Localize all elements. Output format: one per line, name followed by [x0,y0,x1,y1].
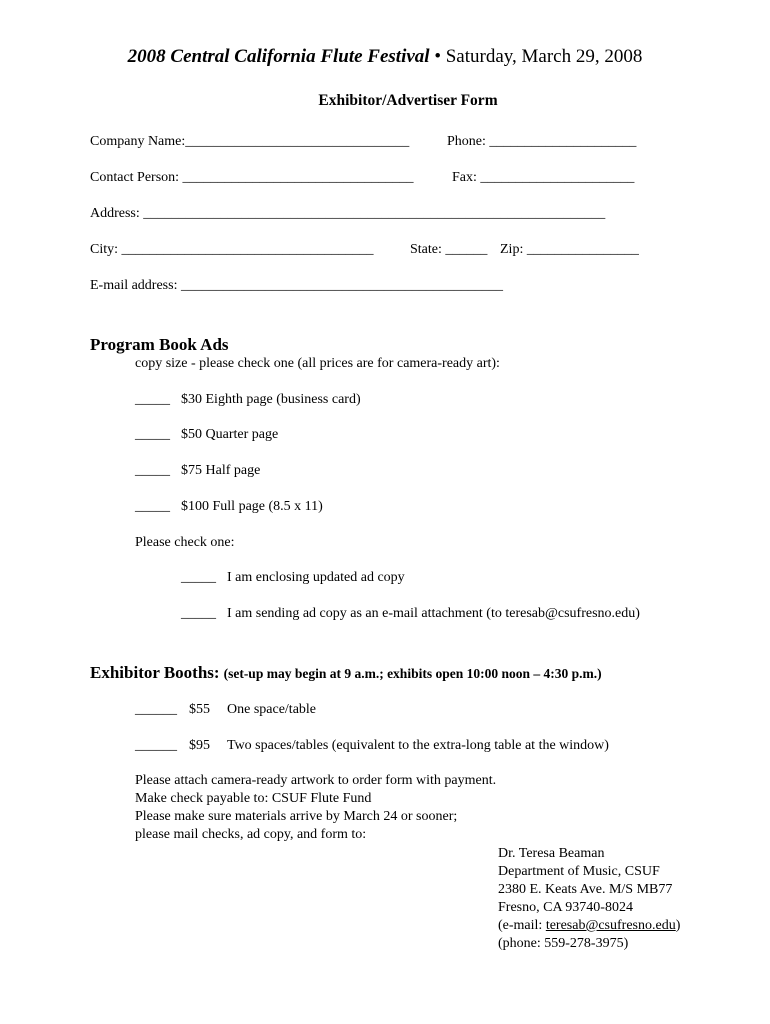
instruction-line: Please attach camera-ready artwork to order form with payment. [135,773,497,788]
check-blank[interactable]: _____ [135,499,170,514]
booth-price: $55 [189,702,210,717]
check-blank[interactable]: _____ [181,606,216,621]
check-blank[interactable]: _____ [135,392,170,407]
instruction-line: please mail checks, ad copy, and form to: [135,827,367,842]
ad-option-full[interactable] [135,499,323,515]
email-link[interactable]: teresab@csufresno.edu [545,918,676,933]
mailing-address [498,845,680,953]
booths-heading: Exhibitor Booths: [90,663,220,682]
booth-option-one[interactable] [135,702,316,718]
festival-date: • Saturday, March 29, 2008 [429,46,643,67]
copy-option-enclosing[interactable] [181,570,405,586]
email-suffix: ) [675,918,681,933]
fax-field[interactable]: Fax: ______________________ [452,170,635,185]
check-blank[interactable]: _____ [135,463,170,478]
ad-option-eighth[interactable] [135,392,361,408]
ad-option-label: $100 Full page (8.5 x 11) [181,499,323,514]
address-street: 2380 E. Keats Ave. M/S MB77 [498,882,673,897]
email-field[interactable]: E-mail address: ______________________________________________ [90,278,503,293]
booth-option-label: One space/table [227,702,317,717]
form-subtitle: Exhibitor/Advertiser Form [318,92,498,109]
copy-option-label: I am enclosing updated ad copy [227,570,405,585]
address-phone: (phone: 559-278-3975) [498,936,629,951]
copy-option-email[interactable] [181,606,640,622]
festival-name: 2008 Central California Flute Festival [127,46,430,67]
city-field[interactable]: City: ____________________________________ [90,242,374,257]
company-name-field[interactable]: Company Name:________________________________ [90,134,410,149]
booths-heading-row [90,663,602,683]
instruction-line: Make check payable to: CSUF Flute Fund [135,791,372,806]
check-blank[interactable]: ______ [135,702,177,717]
ad-option-half[interactable] [135,463,260,479]
email-prefix: (e-mail: [498,918,546,933]
booth-option-two[interactable] [135,738,609,754]
program-ads-intro: copy size - please check one (all prices are for camera-ready art): [135,356,500,371]
check-blank[interactable]: _____ [135,427,170,442]
zip-field[interactable]: Zip: ________________ [500,242,639,257]
booths-note: (set-up may begin at 9 a.m.; exhibits open 10:00 noon – 4:30 p.m.) [223,666,602,681]
phone-field[interactable]: Phone: _____________________ [447,134,637,149]
program-ads-heading: Program Book Ads [90,335,229,354]
check-blank[interactable]: _____ [181,570,216,585]
ad-option-label: $30 Eighth page (business card) [181,392,361,407]
address-email-row [498,917,680,935]
instruction-line: Please make sure materials arrive by March 24 or sooner; [135,809,458,824]
page-title [0,46,770,68]
address-field[interactable]: Address: __________________________________________________________________ [90,206,606,221]
copy-option-label: I am sending ad copy as an e-mail attachment (to teresab@csufresno.edu) [227,606,640,621]
address-city: Fresno, CA 93740-8024 [498,900,633,915]
address-name: Dr. Teresa Beaman [498,846,605,861]
check-blank[interactable]: ______ [135,738,177,753]
ad-option-label: $50 Quarter page [181,427,279,442]
booth-option-label: Two spaces/tables (equivalent to the extra-long table at the window) [227,738,609,753]
state-field[interactable]: State: ______ [410,242,488,257]
address-dept: Department of Music, CSUF [498,864,660,879]
ad-option-label: $75 Half page [181,463,261,478]
contact-person-field[interactable]: Contact Person: _________________________________ [90,170,414,185]
check-one-prompt: Please check one: [135,535,235,550]
ad-option-quarter[interactable] [135,427,278,443]
booth-price: $95 [189,738,210,753]
